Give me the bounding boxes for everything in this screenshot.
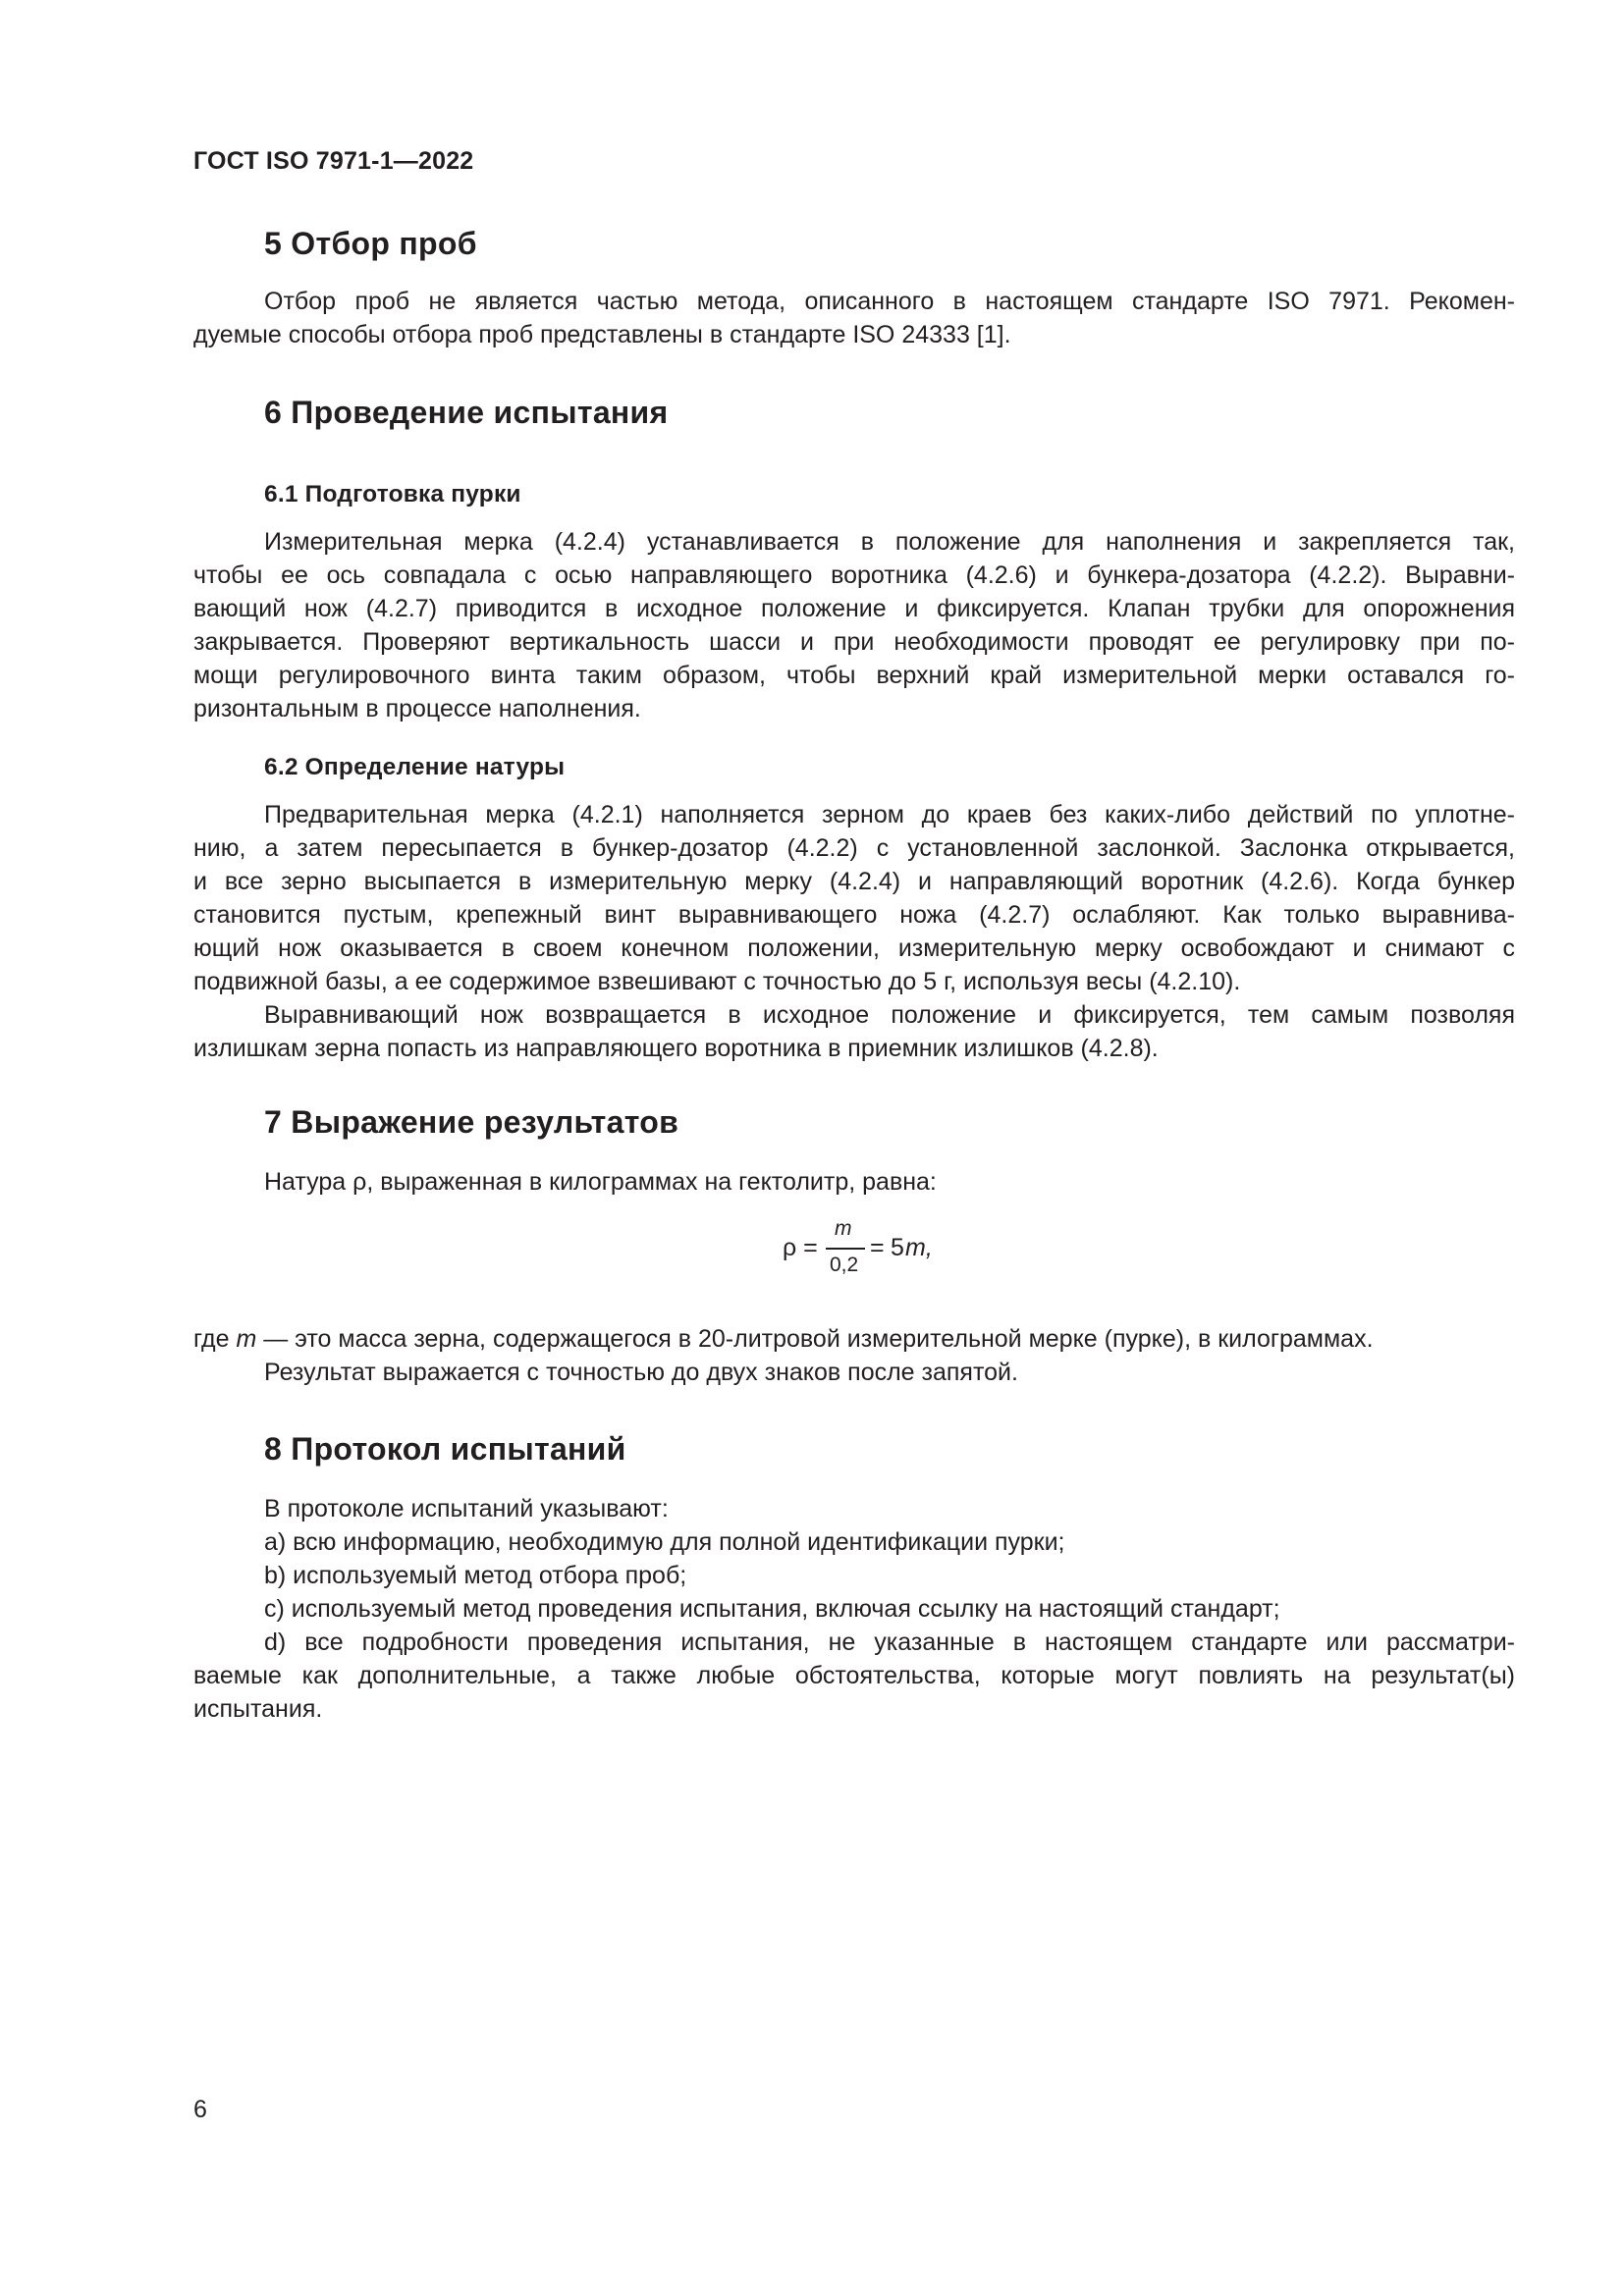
where-text: — это масса зерна, содержащегося в 20-литровой измерительной мерке (пурке), в килограммах. [263, 1325, 1374, 1353]
list-item: b) используемый метод отбора проб; [264, 1562, 687, 1589]
subsection-6-1-title: 6.1 Подготовка пурки [264, 481, 521, 507]
section-5-text [193, 285, 1515, 351]
fraction-bar [826, 1248, 865, 1250]
section-8-text [193, 1492, 1515, 1726]
text-line: мощи регулировочного винта таким образом, чтобы верхний край измерительной мерки оставался го- [193, 662, 1515, 689]
text-line: ющий нож оказывается в своем конечном положении, измерительную мерку освобождают и снимают с [193, 934, 1515, 962]
section-7-title: 7 Выражение результатов [264, 1104, 679, 1140]
formula-coefficient: 5 [891, 1234, 904, 1261]
text-line: подвижной базы, а ее содержимое взвешивают с точностью до 5 г, используя весы (4.2.10). [193, 968, 1241, 995]
text-line: испытания. [193, 1695, 323, 1723]
text-line: В протоколе испытаний указывают: [264, 1495, 669, 1522]
formula-equals: = [870, 1234, 885, 1261]
text-line: и все зерно высыпается в измерительную мерку (4.2.4) и направляющий воротник (4.2.6). Когда бункер [193, 868, 1515, 895]
text-line: становится пустым, крепежный винт выравнивающего ножа (4.2.7) ослабляют. Как только выравнива- [193, 901, 1515, 929]
text-line: Результат выражается с точностью до двух знаков после запятой. [264, 1359, 1018, 1386]
text-line: нию, а затем пересыпается в бункер-дозатор (4.2.2) с установленной заслонкой. Заслонка открывается, [193, 834, 1515, 862]
text-line: вающий нож (4.2.7) приводится в исходное положение и фиксируется. Клапан трубки для опорожнения [193, 595, 1515, 622]
formula-variable: m, [905, 1234, 933, 1261]
document-header: ГОСТ ISO 7971-1—2022 [193, 147, 474, 175]
section-8-title: 8 Протокол испытаний [264, 1431, 626, 1467]
text-line: Предварительная мерка (4.2.1) наполняется зерном до краев без каких-либо действий по уплотне- [264, 801, 1515, 828]
text-line: закрывается. Проверяют вертикальность шасси и при необходимости проводят ее регулировку при по- [193, 628, 1515, 656]
subsection-6-2-title: 6.2 Определение натуры [264, 754, 566, 780]
formula-numerator: m [835, 1217, 852, 1240]
text-line: ризонтальным в процессе наполнения. [193, 695, 641, 722]
text-line: Выравнивающий нож возвращается в исходное положение и фиксируется, тем самым позволяя [264, 1001, 1515, 1029]
section-7-text [193, 1322, 1515, 1389]
text-line: чтобы ее ось совпадала с осью направляющего воротника (4.2.6) и бункера-дозатора (4.2.2). Выравни- [193, 561, 1515, 589]
where-prefix: где [193, 1325, 230, 1353]
text-line: дуемые способы отбора проб представлены в стандарте ISO 24333 [1]. [193, 321, 1011, 348]
list-item: c) используемый метод проведения испытания, включая ссылку на настоящий стандарт; [264, 1595, 1280, 1623]
text-line: ваемые как дополнительные, а также любые обстоятельства, которые могут повлиять на результат(ы) [193, 1662, 1515, 1689]
section-5-title: 5 Отбор проб [264, 226, 477, 261]
text-line: излишкам зерна попасть из направляющего воротника в приемник излишков (4.2.8). [193, 1035, 1159, 1062]
section-6-title: 6 Проведение испытания [264, 395, 669, 430]
where-variable: m [236, 1325, 257, 1353]
subsection-6-2-text [193, 798, 1515, 1065]
subsection-6-1-text [193, 525, 1515, 725]
density-formula [0, 1217, 1624, 1296]
formula-lhs: ρ = [783, 1234, 818, 1261]
list-item: d) все подробности проведения испытания, не указанные в настоящем стандарте или рассматри- [264, 1629, 1515, 1656]
formula-denominator: 0,2 [830, 1254, 859, 1276]
text-line: Натура ρ, выраженная в килограммах на гектолитр, равна: [264, 1168, 937, 1196]
text-line [193, 1322, 1515, 1356]
section-7-intro [193, 1165, 1515, 1199]
text-line: Отбор проб не является частью метода, описанного в настоящем стандарте ISO 7971. Рекомен- [264, 288, 1515, 315]
page-number: 6 [193, 2096, 207, 2123]
list-item: a) всю информацию, необходимую для полной идентификации пурки; [264, 1528, 1065, 1556]
text-line: Измерительная мерка (4.2.4) устанавливается в положение для наполнения и закрепляется так, [264, 528, 1515, 556]
